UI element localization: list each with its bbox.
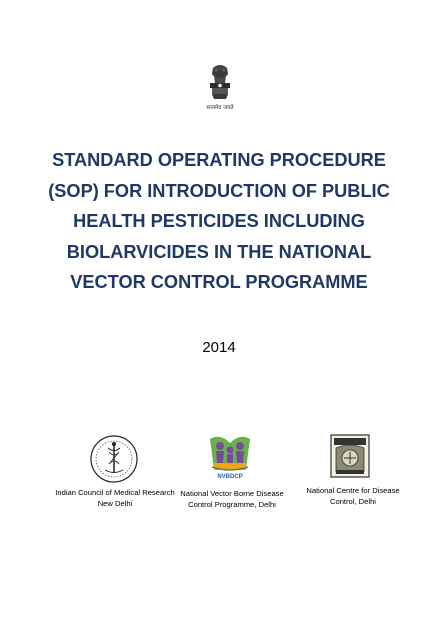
emblem-caption: सत्यमेव जयते [206, 105, 234, 111]
icmr-logo-icon [89, 434, 139, 484]
publication-year: 2014 [202, 339, 236, 356]
ashoka-emblem-icon [204, 64, 236, 114]
org-line: National Centre for Disease [306, 486, 400, 495]
org-caption-icmr [40, 487, 190, 509]
title-line: BIOLARVICIDES IN THE NATIONAL [66, 241, 372, 262]
nvbdcp-logo-icon [206, 433, 254, 483]
org-line: Control, Delhi [329, 497, 376, 506]
ncdc-logo-icon [330, 434, 370, 478]
title-line: HEALTH PESTICIDES INCLUDING [73, 211, 365, 231]
title-line: STANDARD OPERATING PROCEDURE [52, 150, 386, 170]
org-line: National Vector Borne Disease [180, 489, 284, 498]
org-line: New Delhi [97, 499, 133, 508]
org-line: Control Programme, Delhi [188, 500, 276, 509]
document-title [20, 145, 418, 298]
org-caption-ncdc [290, 485, 416, 507]
title-line: VECTOR CONTROL PROGRAMME [70, 272, 368, 292]
nvbdcp-logo-text: NVBDCP [217, 474, 243, 480]
title-line: (SOP) FOR INTRODUCTION OF PUBLIC [48, 180, 390, 201]
org-line: Indian Council of Medical Research [55, 488, 175, 497]
org-caption-nvbdcp [170, 488, 294, 510]
